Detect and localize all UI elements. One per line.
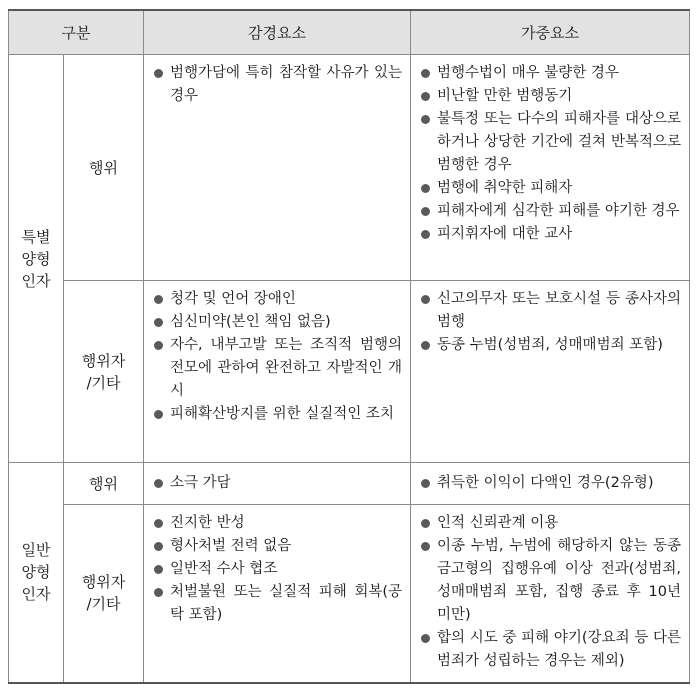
- section-label-line: 인자: [21, 271, 51, 290]
- list-item: 신고의무자 또는 보호시설 등 종사자의 범행: [419, 288, 681, 334]
- list-item: 형사처벌 전력 없음: [152, 535, 402, 558]
- list-item: 동종 누범(성범죄, 성매매범죄 포함): [419, 334, 681, 357]
- row-label-actor-other: [64, 505, 144, 683]
- list-item: 심신미약(본인 책임 없음): [152, 311, 402, 334]
- header-row: [9, 10, 690, 55]
- row-label-act: [64, 463, 144, 505]
- list-item: 자수, 내부고발 또는 조직적 범행의 전모에 관하여 완전하고 자발적인 개시: [152, 334, 402, 403]
- table-row: [9, 505, 690, 683]
- section-label-line: 일반: [21, 541, 51, 560]
- list-item: 청각 및 언어 장애인: [152, 288, 402, 311]
- table-row: [9, 463, 690, 505]
- list-item: 처벌불원 또는 실질적 피해 회복(공탁 포함): [152, 581, 402, 627]
- mitigating-cell: [144, 281, 411, 463]
- list-item: 범행수법이 매우 불량한 경우: [419, 62, 681, 85]
- table-row: [9, 55, 690, 281]
- row-label-line: 행위자: [81, 573, 126, 592]
- sentencing-factors-table: [8, 9, 690, 684]
- mitigating-cell: [144, 55, 411, 281]
- list-item: 인적 신뢰관계 이용: [419, 512, 681, 535]
- aggravating-cell: [411, 55, 690, 281]
- list-item: 이종 누범, 누범에 해당하지 않는 동종 금고형의 집행유예 이상 전과(성범죄, 성매매범죄 포함, 집행 종료 후 10년 미만): [419, 535, 681, 627]
- row-label-line: 행위: [89, 474, 118, 493]
- list-item: 피해확산방지를 위한 실질적인 조치: [152, 403, 402, 426]
- list-item: 소극 가담: [152, 472, 402, 495]
- list-item: 취득한 이익이 다액인 경우(2유형): [419, 472, 681, 495]
- list-item: 피해자에게 심각한 피해를 야기한 경우: [419, 200, 681, 223]
- row-label-line: 행위자: [81, 351, 126, 370]
- section-label-line: 양형: [21, 249, 51, 268]
- header-category: 구분: [9, 10, 144, 55]
- section-label-line: 특별: [21, 227, 51, 246]
- list-item: 합의 시도 중 피해 야기(강요죄 등 다른 범죄가 성립하는 경우는 제외): [419, 627, 681, 673]
- section-label-line: 인자: [21, 585, 51, 604]
- list-item: 불특정 또는 다수의 피해자를 대상으로 하거나 상당한 기간에 걸쳐 반복적으로 범행한 경우: [419, 108, 681, 177]
- mitigating-cell: [144, 463, 411, 505]
- section-label-line: 양형: [21, 563, 51, 582]
- section-label-general: [9, 463, 64, 683]
- mitigating-cell: [144, 505, 411, 683]
- row-label-actor-other: [64, 281, 144, 463]
- aggravating-cell: [411, 505, 690, 683]
- row-label-line: /기타: [86, 595, 121, 614]
- row-label-line: 행위: [89, 158, 118, 177]
- row-label-line: /기타: [86, 373, 121, 392]
- list-item: 진지한 반성: [152, 512, 402, 535]
- list-item: 범행에 취약한 피해자: [419, 177, 681, 200]
- row-label-act: [64, 55, 144, 281]
- list-item: 일반적 수사 협조: [152, 558, 402, 581]
- list-item: 비난할 만한 범행동기: [419, 85, 681, 108]
- sentencing-factors-table-wrapper: [8, 9, 689, 684]
- list-item: 범행가담에 특히 참작할 사유가 있는 경우: [152, 62, 402, 108]
- aggravating-cell: [411, 463, 690, 505]
- section-label-special: [9, 55, 64, 463]
- list-item: 피지휘자에 대한 교사: [419, 223, 681, 246]
- header-aggravating: 가중요소: [411, 10, 690, 55]
- table-row: [9, 281, 690, 463]
- header-mitigating: 감경요소: [144, 10, 411, 55]
- aggravating-cell: [411, 281, 690, 463]
